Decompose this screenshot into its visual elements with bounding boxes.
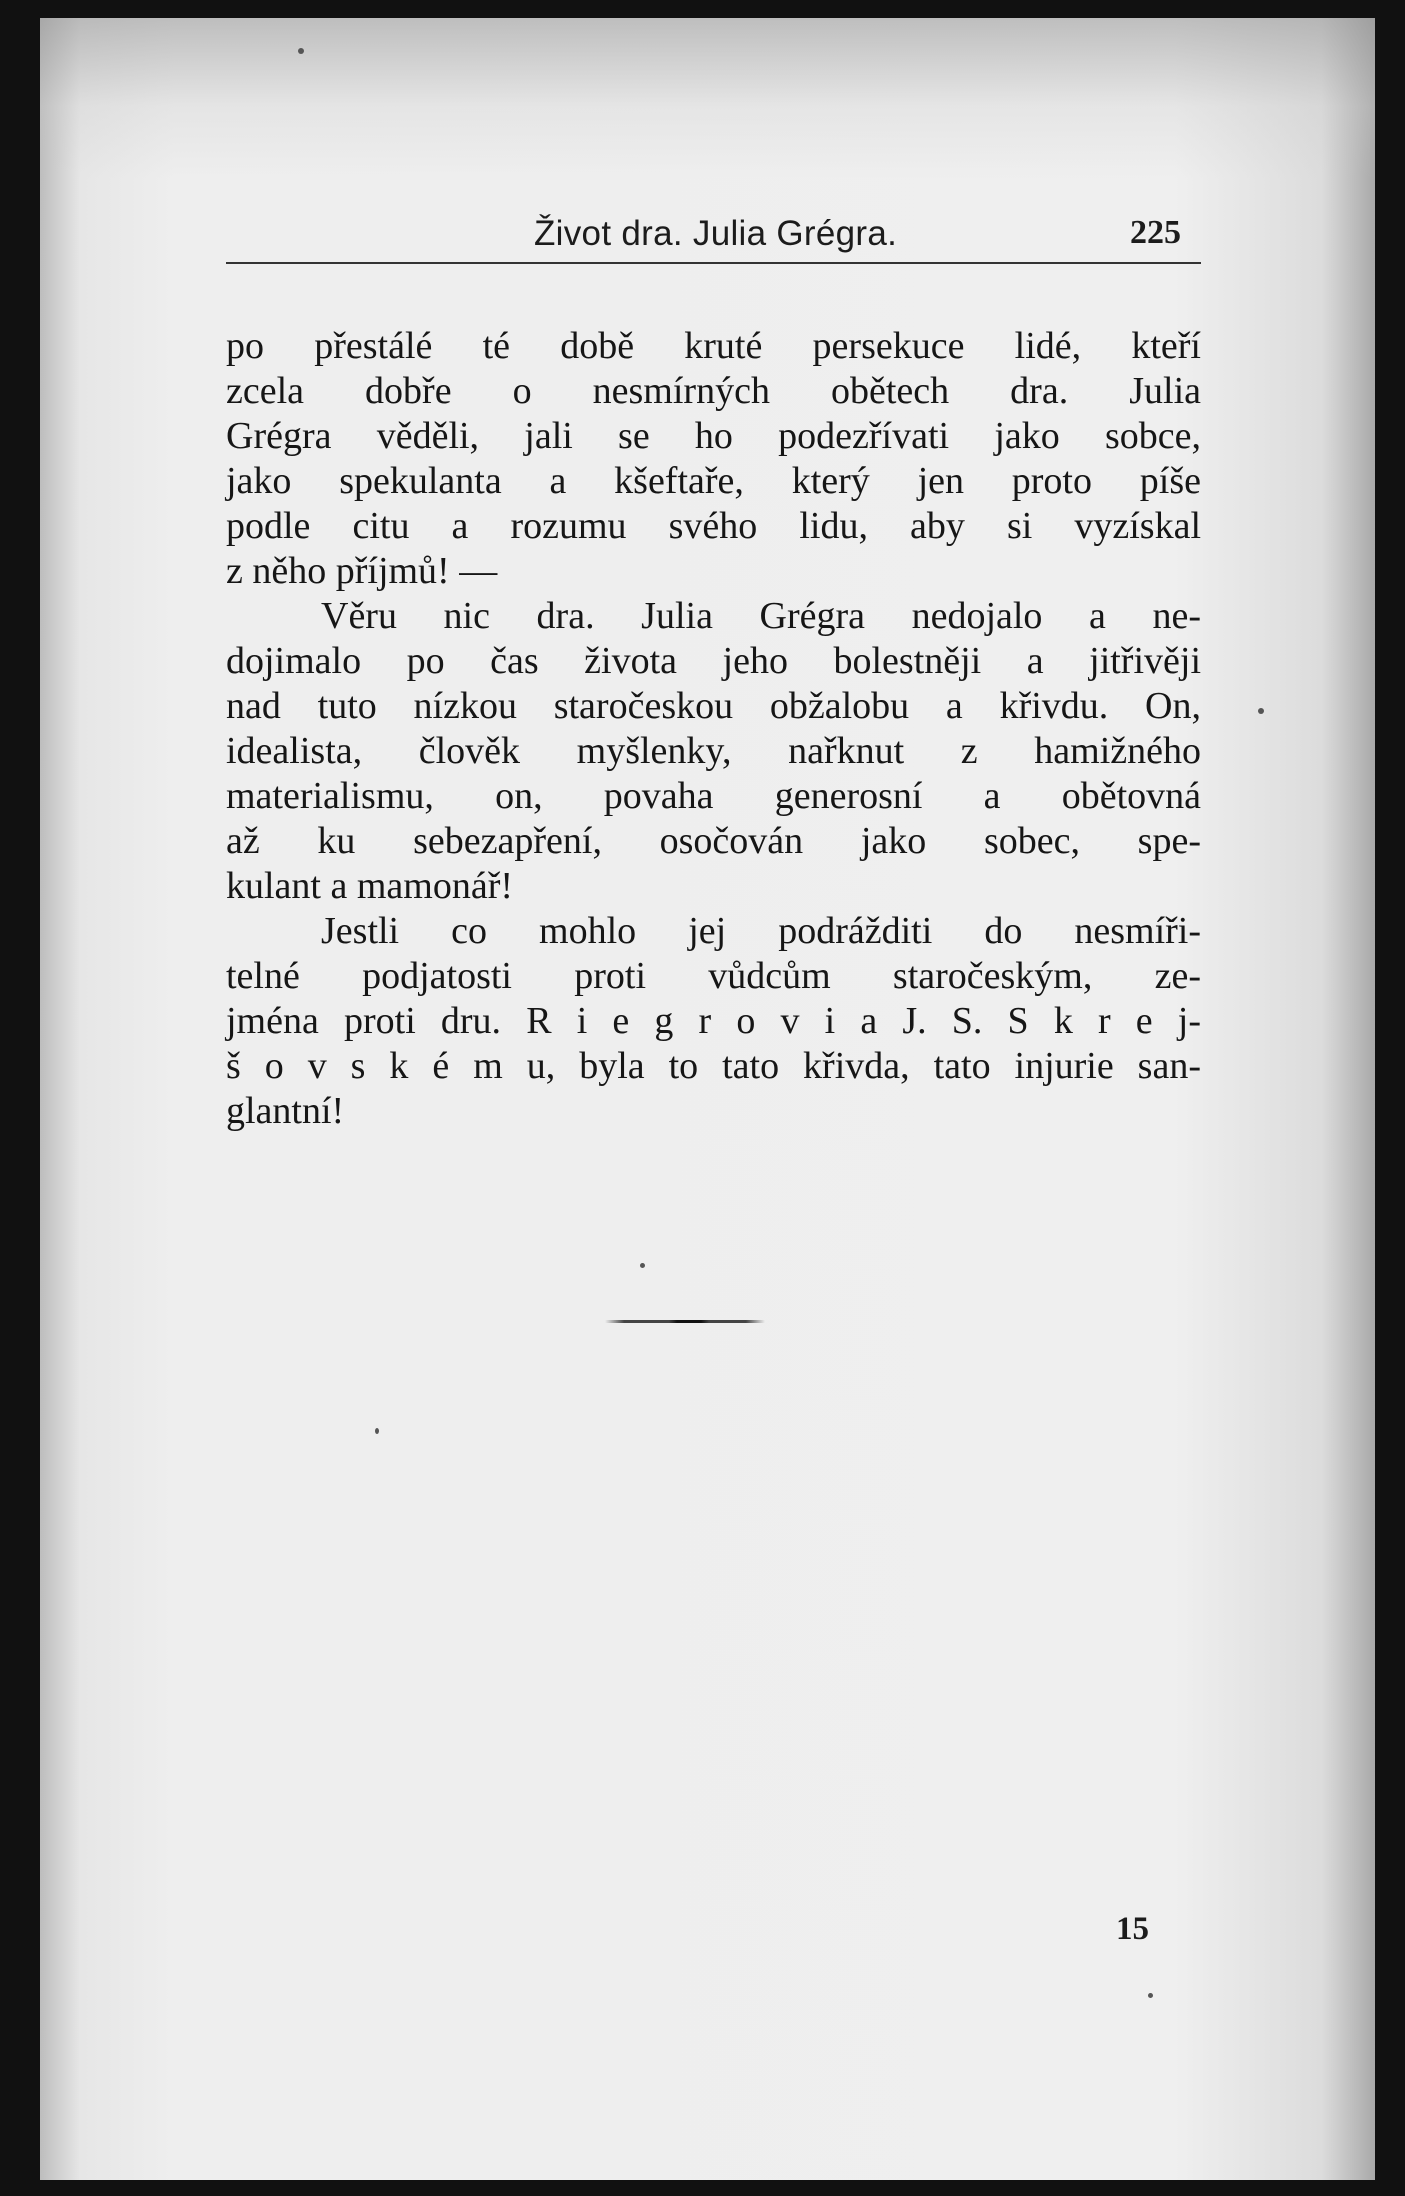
text-line: idealista, člověk myšlenky, nařknut z hamižného (226, 730, 1201, 772)
section-end-rule (605, 1320, 765, 1323)
paper-speck (298, 48, 304, 54)
text-line: zcela dobře o nesmírných obětech dra. Julia (226, 370, 1201, 412)
text-line: až ku sebezapření, osočován jako sobec, spe- (226, 820, 1201, 862)
text-line: z něho příjmů! — (226, 550, 498, 592)
text-line: po přestálé té době kruté persekuce lidé, kteří (226, 325, 1201, 367)
text-line: glantní! (226, 1090, 345, 1132)
text-line: kulant a mamonář! (226, 865, 514, 907)
running-title: Život dra. Julia Grégra. (534, 214, 898, 253)
paper-speck (1258, 708, 1264, 714)
text-line: podle citu a rozumu svého lidu, aby si vyzískal (226, 505, 1201, 547)
paper-speck (640, 1263, 645, 1268)
page-header (226, 214, 1201, 264)
text-line: š o v s k é m u, byla to tato křivda, tato injurie san- (226, 1045, 1201, 1087)
paper-speck (375, 1428, 379, 1434)
text-line: jména proti dru. R i e g r o v i a J. S. S k r e j- (226, 1000, 1201, 1042)
signature-mark: 15 (1116, 1911, 1149, 1947)
text-line: dojimalo po čas života jeho bolestněji a jitřivěji (226, 640, 1201, 682)
text-line: nad tuto nízkou staročeskou obžalobu a křivdu. On, (226, 685, 1201, 727)
text-line: jako spekulanta a kšeftaře, který jen proto píše (226, 460, 1201, 502)
text-line: telné podjatosti proti vůdcům staročeským, ze- (226, 955, 1201, 997)
paper-speck (1148, 1993, 1153, 1998)
page-number: 225 (1130, 214, 1181, 251)
body-text (226, 324, 1201, 1134)
text-line: Věru nic dra. Julia Grégra nedojalo a ne- (321, 595, 1201, 637)
text-line: materialismu, on, povaha generosní a obětovná (226, 775, 1201, 817)
text-line: Grégra věděli, jali se ho podezřívati jako sobce, (226, 415, 1201, 457)
book-page (40, 18, 1375, 2180)
text-line: Jestli co mohlo jej podrážditi do nesmíři- (321, 910, 1201, 952)
